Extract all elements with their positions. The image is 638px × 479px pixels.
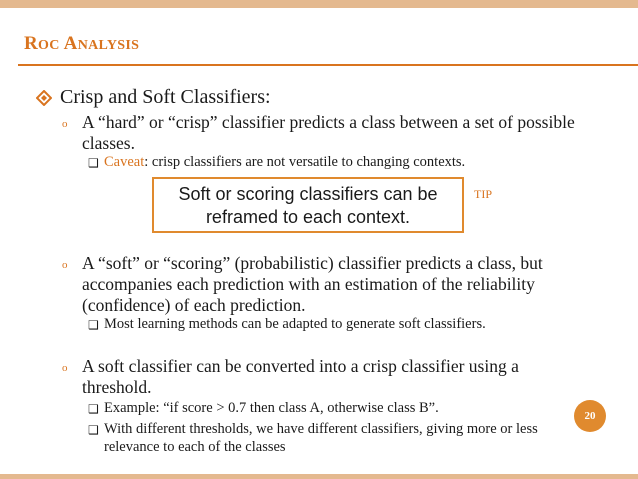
point-3-sub-2: With different thresholds, we have different classifiers, giving more or less relevance to each of the classes <box>104 421 538 455</box>
title-initial-a: A <box>63 33 78 54</box>
section-heading: Crisp and Soft Classifiers: <box>60 86 271 108</box>
point-3-sub-1: Example: “if score > 0.7 then class A, otherwise class B”. <box>104 400 439 416</box>
tip-label: TIP <box>474 187 492 201</box>
caveat-label: Caveat <box>104 154 145 170</box>
caveat-text: : crisp classifiers are not versatile to changing contexts. <box>144 154 466 170</box>
point-1-text: A “hard” or “crisp” classifier predicts a class between a set of possible classes. <box>82 112 575 153</box>
checkbox-bullet-icon: ❑ <box>88 423 99 437</box>
callout-box: Soft or scoring classifiers can be reframed to each context. <box>152 177 464 233</box>
ring-bullet-icon: o <box>62 118 68 130</box>
title-word2-rest: NALYSIS <box>77 38 140 53</box>
ring-bullet-icon: o <box>62 362 68 374</box>
title-underline <box>18 64 638 66</box>
title-initial-r: R <box>24 33 39 54</box>
page-number-badge: 20 <box>574 400 606 432</box>
point-2-text: A “soft” or “scoring” (probabilistic) classifier predicts a class, but accompanies each prediction with an estimation of the reliability (confidence) of each prediction. <box>82 253 543 315</box>
point-1-sub-1 <box>104 153 584 171</box>
ring-bullet-icon: o <box>62 259 68 271</box>
checkbox-bullet-icon: ❑ <box>88 402 99 416</box>
diamond-bullet-icon <box>36 90 52 111</box>
point-2-sub-1: Most learning methods can be adapted to generate soft classifiers. <box>104 316 486 332</box>
title-word1-rest: OC <box>38 38 60 53</box>
top-decor-bar <box>0 0 638 8</box>
point-3-text: A soft classifier can be converted into a crisp classifier using a threshold. <box>82 356 519 397</box>
slide-title <box>24 33 139 55</box>
checkbox-bullet-icon: ❑ <box>88 318 99 332</box>
checkbox-bullet-icon: ❑ <box>88 156 99 170</box>
bottom-decor-bar <box>0 474 638 479</box>
